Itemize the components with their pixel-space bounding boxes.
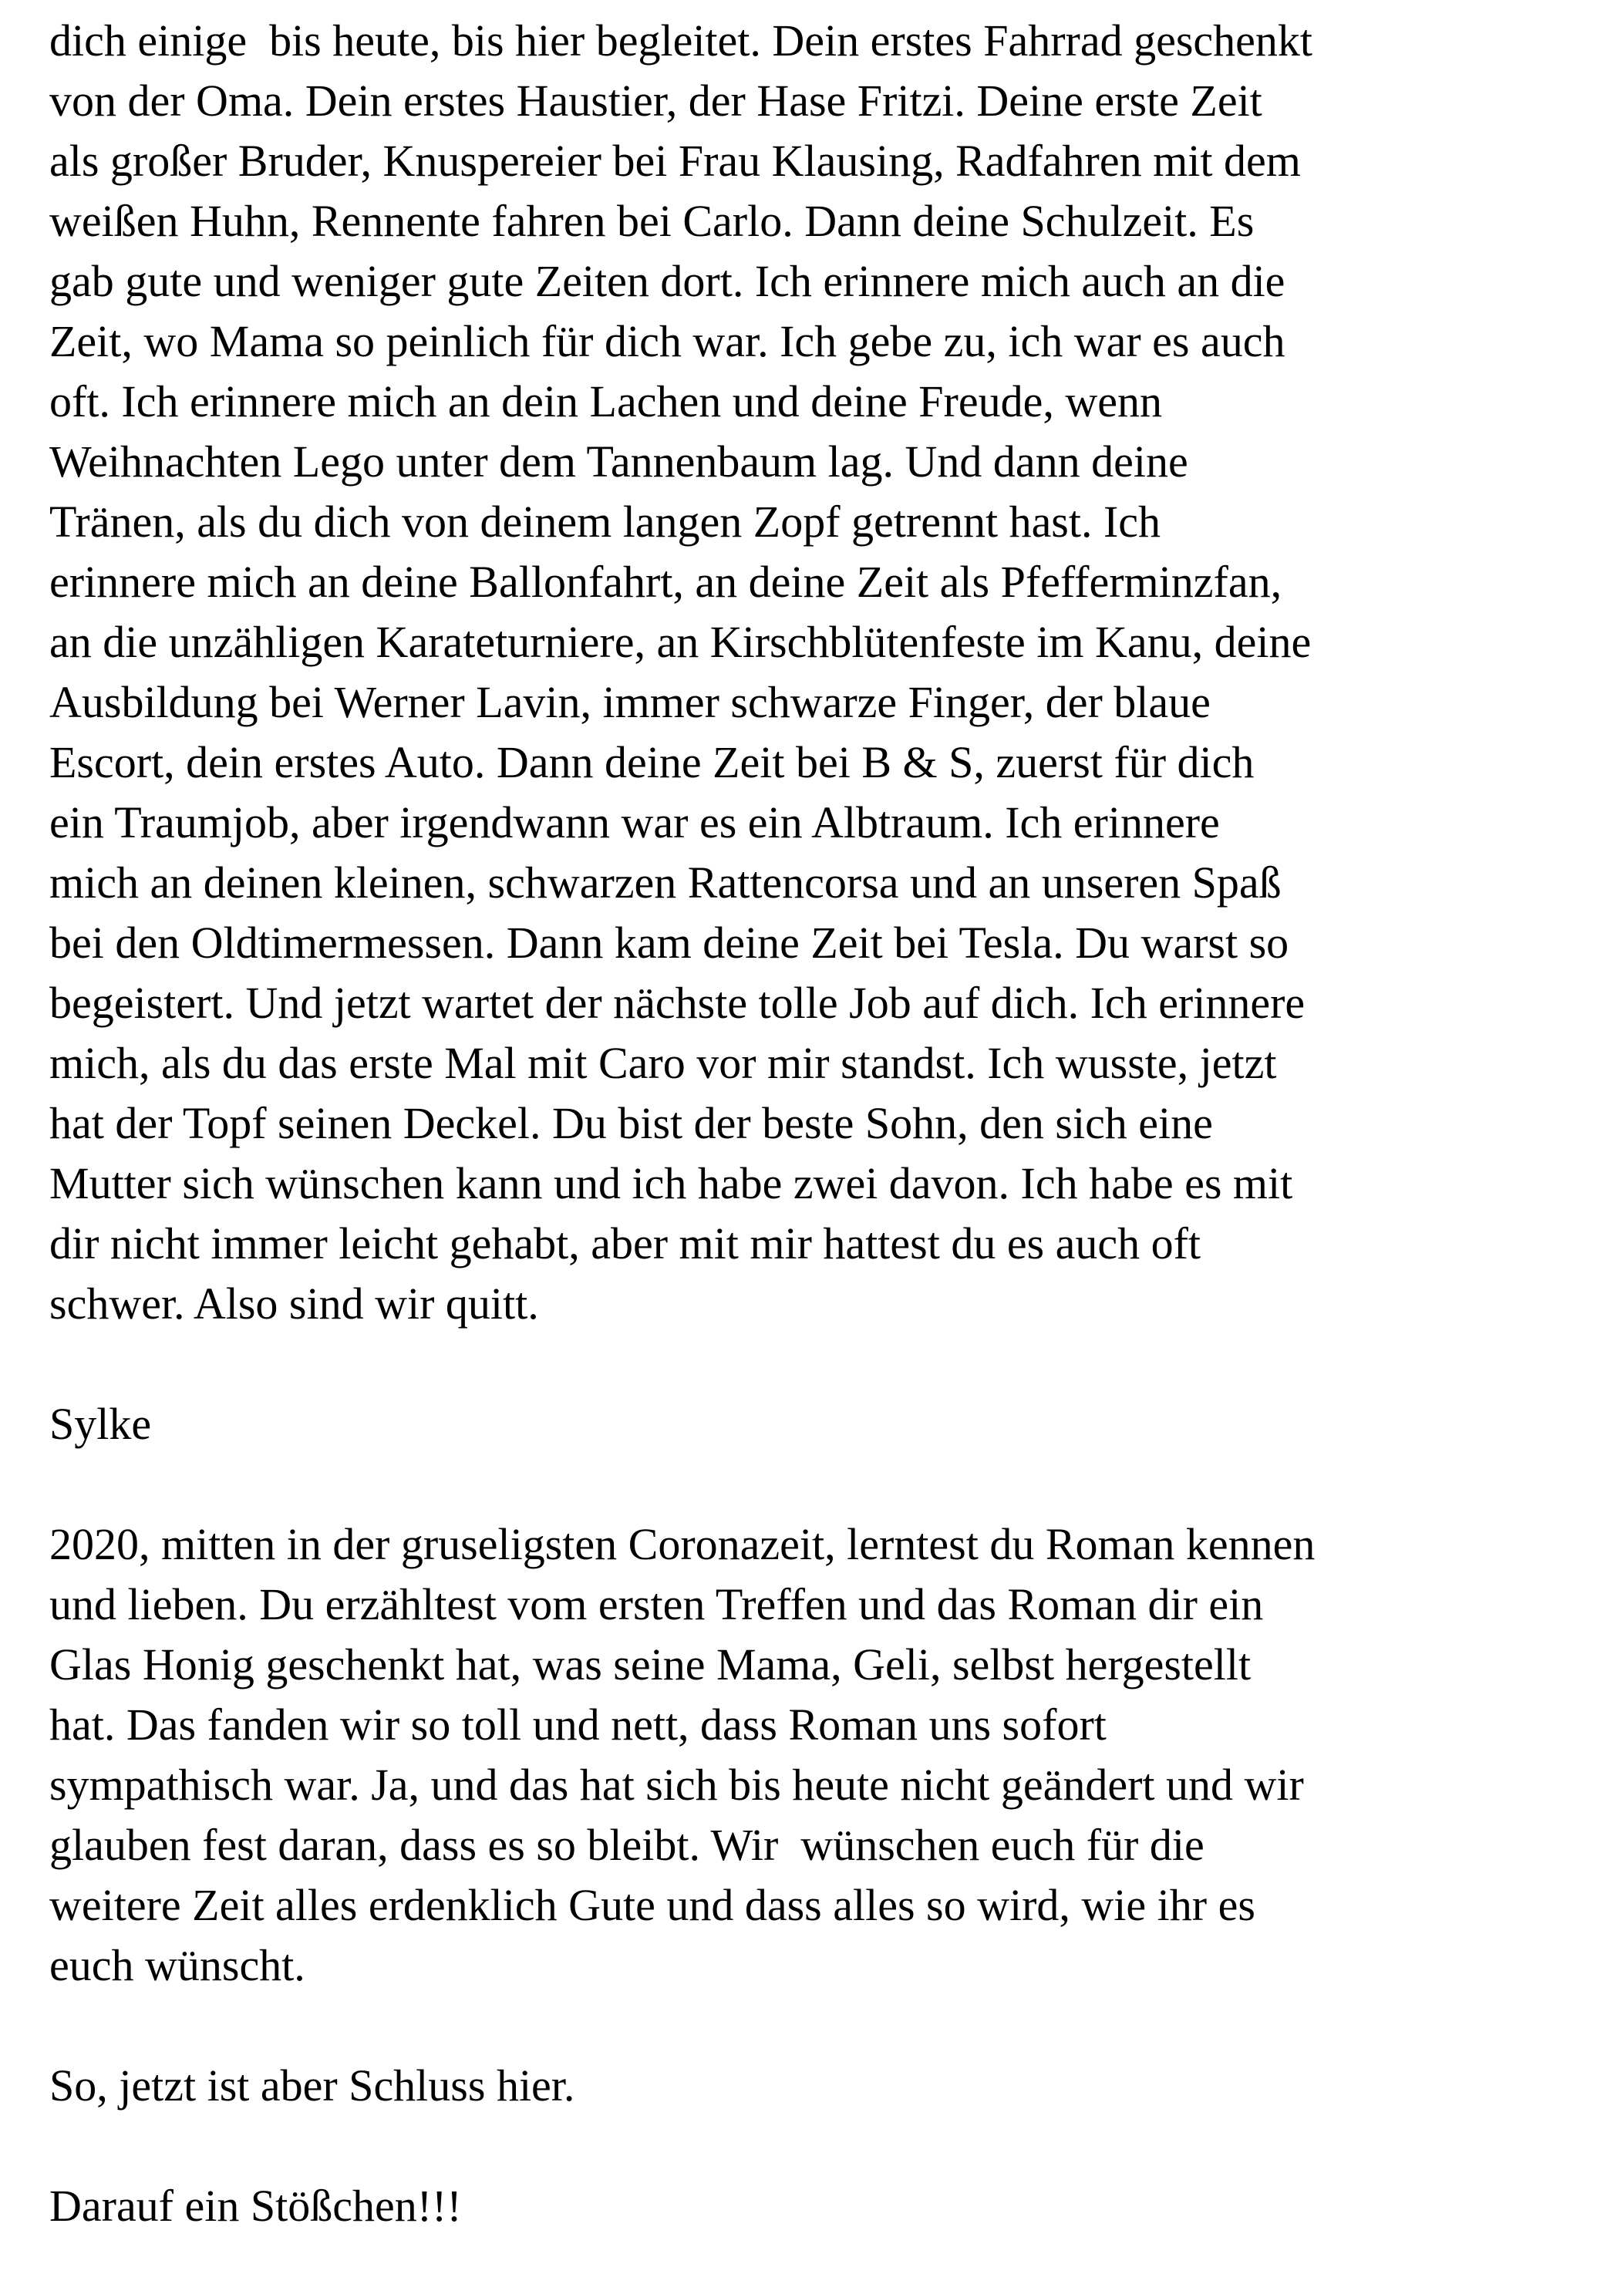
text-line: und lieben. Du erzähltest vom ersten Treffen und das Roman dir ein <box>49 1579 1264 1629</box>
text-line: euch wünscht. <box>49 1940 305 1990</box>
text-line: ein Traumjob, aber irgendwann war es ein Albtraum. Ich erinnere <box>49 797 1220 847</box>
text-line: weißen Huhn, Rennente fahren bei Carlo. Dann deine Schulzeit. Es <box>49 196 1255 246</box>
text-line: Ausbildung bei Werner Lavin, immer schwarze Finger, der blaue <box>49 677 1211 727</box>
text-line: Escort, dein erstes Auto. Dann deine Zeit bei B & S, zuerst für dich <box>49 737 1255 787</box>
text-line: Mutter sich wünschen kann und ich habe zwei davon. Ich habe es mit <box>49 1158 1293 1208</box>
text-line: schwer. Also sind wir quitt. <box>49 1278 539 1329</box>
closing-line: So, jetzt ist aber Schluss hier. <box>49 2060 575 2111</box>
text-line: Tränen, als du dich von deinem langen Zopf getrennt hast. Ich <box>49 497 1161 547</box>
text-line: glauben fest daran, dass es so bleibt. Wir wünschen euch für die <box>49 1820 1205 1870</box>
closing-toast: Darauf ein Stößchen!!! <box>49 2181 462 2231</box>
text-line: sympathisch war. Ja, und das hat sich bis heute nicht geändert und wir <box>49 1760 1304 1810</box>
text-line: dir nicht immer leicht gehabt, aber mit mir hattest du es auch oft <box>49 1218 1201 1268</box>
text-line: dich einige bis heute, bis hier begleitet. Dein erstes Fahrrad geschenkt <box>49 15 1312 66</box>
text-line: gab gute und weniger gute Zeiten dort. Ich erinnere mich auch an die <box>49 256 1285 306</box>
text-line: von der Oma. Dein erstes Haustier, der Hase Fritzi. Deine erste Zeit <box>49 76 1262 126</box>
text-line: 2020, mitten in der gruseligsten Coronazeit, lerntest du Roman kennen <box>49 1519 1316 1569</box>
text-line: mich, als du das erste Mal mit Caro vor mir standst. Ich wusste, jetzt <box>49 1038 1277 1088</box>
text-line: Glas Honig geschenkt hat, was seine Mama, Geli, selbst hergestellt <box>49 1639 1252 1689</box>
text-line: als großer Bruder, Knuspereier bei Frau Klausing, Radfahren mit dem <box>49 136 1301 186</box>
text-line: an die unzähligen Karateturniere, an Kirschblütenfeste im Kanu, deine <box>49 617 1312 667</box>
text-line: hat. Das fanden wir so toll und nett, dass Roman uns sofort <box>49 1700 1107 1750</box>
text-line: weitere Zeit alles erdenklich Gute und dass alles so wird, wie ihr es <box>49 1880 1255 1930</box>
text-line: erinnere mich an deine Ballonfahrt, an deine Zeit als Pfefferminzfan, <box>49 557 1282 607</box>
text-line: Weihnachten Lego unter dem Tannenbaum lag. Und dann deine <box>49 436 1188 487</box>
text-line: mich an deinen kleinen, schwarzen Rattencorsa und an unseren Spaß <box>49 857 1282 908</box>
text-line: oft. Ich erinnere mich an dein Lachen und deine Freude, wenn <box>49 376 1162 426</box>
text-line: hat der Topf seinen Deckel. Du bist der beste Sohn, den sich eine <box>49 1098 1213 1148</box>
text-line: bei den Oldtimermessen. Dann kam deine Zeit bei Tesla. Du warst so <box>49 918 1289 968</box>
text-line: begeistert. Und jetzt wartet der nächste tolle Job auf dich. Ich erinnere <box>49 978 1306 1028</box>
signature-name: Sylke <box>49 1399 152 1449</box>
text-line: Zeit, wo Mama so peinlich für dich war. Ich gebe zu, ich war es auch <box>49 316 1285 366</box>
